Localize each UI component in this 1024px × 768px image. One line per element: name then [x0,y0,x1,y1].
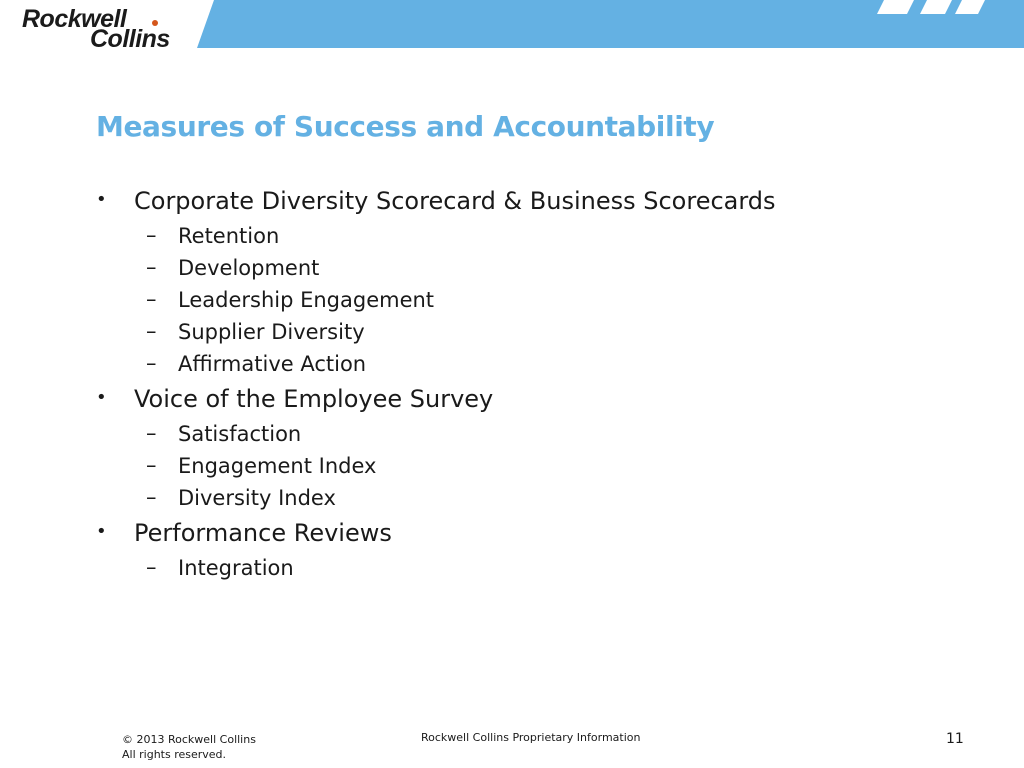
bullet-item [96,380,976,418]
bullet-list [96,182,976,584]
sub-bullet-item [96,284,976,316]
sub-bullet-text: Leadership Engagement [178,288,435,312]
sub-bullet-item [96,482,976,514]
sub-bullet-text: Satisfaction [178,422,302,446]
dash-icon: – [146,555,157,579]
footer-copyright [122,732,256,762]
copyright-line-2: All rights reserved. [122,748,227,761]
bullet-icon: • [96,387,107,408]
logo-line-2: Collins [90,25,170,53]
dash-icon: – [146,223,157,247]
sub-bullet-item [96,220,976,252]
page-number: 11 [946,731,964,747]
dash-icon: – [146,255,157,279]
sub-bullet-text: Retention [178,224,280,248]
sub-bullet-item [96,418,976,450]
bullet-text: Corporate Diversity Scorecard & Business Scorecards [134,187,776,215]
copyright-line-1: © 2013 Rockwell Collins [122,733,256,746]
dash-icon: – [146,319,157,343]
sub-bullet-text: Affirmative Action [178,352,367,376]
sub-bullet-item [96,316,976,348]
bullet-text: Performance Reviews [134,519,392,547]
slide-title: Measures of Success and Accountability [96,110,715,143]
logo-line-1: Rockwell [22,5,127,33]
dash-icon: – [146,421,157,445]
sub-bullet-text: Development [178,256,320,280]
sub-bullet-item [96,552,976,584]
sub-bullet-item [96,252,976,284]
sub-bullet-text: Diversity Index [178,486,336,510]
dash-icon: – [146,453,157,477]
bullet-icon: • [96,189,107,210]
dash-icon: – [146,485,157,509]
bullet-icon: • [96,521,107,542]
dash-icon: – [146,351,157,375]
sub-bullet-text: Engagement Index [178,454,377,478]
sub-bullet-text: Supplier Diversity [178,320,365,344]
sub-bullet-text: Integration [178,556,294,580]
sub-bullet-item [96,348,976,380]
footer-proprietary-notice: Rockwell Collins Proprietary Information [421,731,641,744]
dash-icon: – [146,287,157,311]
rockwell-collins-logo [22,5,187,53]
bullet-item [96,182,976,220]
bullet-item [96,514,976,552]
sub-bullet-item [96,450,976,482]
bullet-text: Voice of the Employee Survey [134,385,494,413]
